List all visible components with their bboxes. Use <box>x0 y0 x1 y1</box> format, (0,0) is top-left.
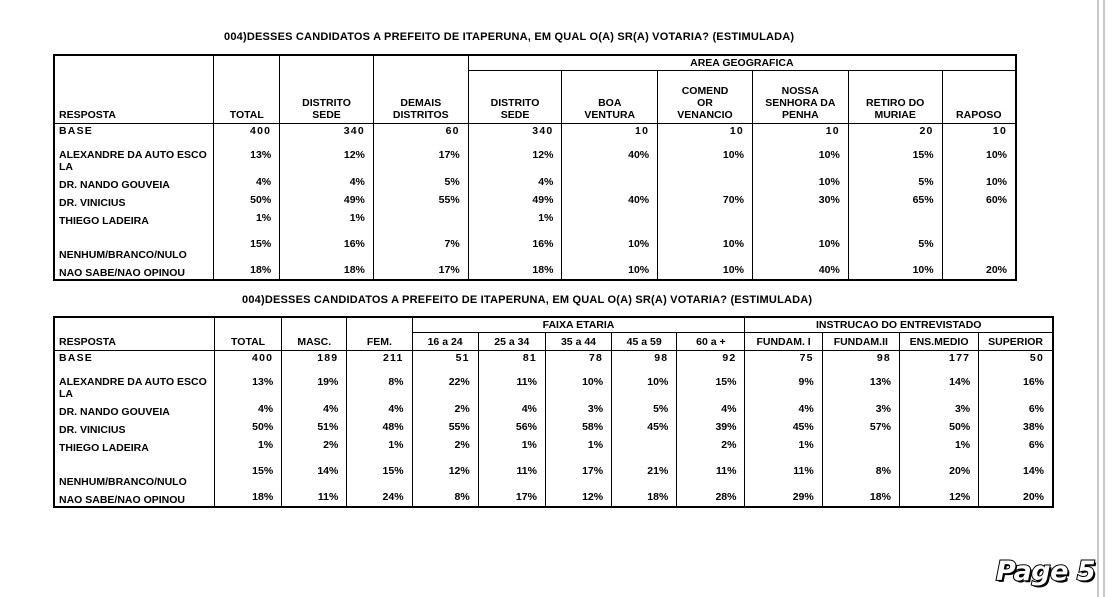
row-label: NAO SABE/NAO OPINOU <box>54 488 214 507</box>
table-cell: 45% <box>745 418 822 436</box>
table-cell: 14% <box>979 454 1053 488</box>
table-cell: 14% <box>282 454 347 488</box>
table-cell: 19% <box>282 364 347 400</box>
table-row <box>54 351 1053 365</box>
header-distrito-sede: DISTRITO SEDE <box>280 55 374 124</box>
table-row <box>54 261 1016 280</box>
table-cell: 4% <box>677 400 745 418</box>
table-cell <box>612 436 677 454</box>
table-cell: 4% <box>468 173 562 191</box>
table-cell <box>373 209 468 227</box>
table-cell <box>658 173 753 191</box>
table-cell: 11% <box>478 364 545 400</box>
row-label: NENHUM/BRANCO/NULO <box>54 454 214 488</box>
table-cell: 18% <box>214 488 281 507</box>
table-cell: 30% <box>752 191 848 209</box>
table-cell: 400 <box>214 351 281 365</box>
table-cell: 10% <box>612 364 677 400</box>
table-cell: 50 <box>979 351 1053 365</box>
header-60-plus: 60 a + <box>677 333 745 351</box>
row-label: DR. VINICIUS <box>54 418 214 436</box>
table-cell: 55% <box>373 191 468 209</box>
table1-title: 004)DESSES CANDIDATOS A PREFEITO DE ITAPERUNA, EM QUAL O(A) SR(A) VOTARIA? (ESTIMULADA) <box>224 31 795 43</box>
table-cell: 1% <box>899 436 978 454</box>
table-cell: 3% <box>822 400 899 418</box>
table-cell: 50% <box>899 418 978 436</box>
table-cell: 11% <box>745 454 822 488</box>
table-cell: 78 <box>545 351 611 365</box>
row-label: DR. NANDO GOUVEIA <box>54 400 214 418</box>
table-cell: 16% <box>468 227 562 261</box>
page-edge-line <box>1097 0 1099 597</box>
row-label: DR. NANDO GOUVEIA <box>54 173 214 191</box>
table-cell: 400 <box>214 124 280 138</box>
table-cell: 340 <box>468 124 562 138</box>
table-row <box>54 191 1016 209</box>
header-35-44: 35 a 44 <box>545 333 611 351</box>
row-label: NAO SABE/NAO OPINOU <box>54 261 214 280</box>
table-cell: 1% <box>545 436 611 454</box>
table-cell: 4% <box>745 400 822 418</box>
table-cell: 12% <box>545 488 611 507</box>
table-cell: 45% <box>612 418 677 436</box>
table-cell: 10% <box>562 261 658 280</box>
table-cell: 2% <box>677 436 745 454</box>
table-cell: 10% <box>658 261 753 280</box>
table-cell: 4% <box>347 400 412 418</box>
table-cell: 1% <box>214 436 281 454</box>
table-cell: 40% <box>562 191 658 209</box>
table-cell: 5% <box>848 227 942 261</box>
table-cell: 15% <box>347 454 412 488</box>
table-cell: 5% <box>848 173 942 191</box>
table-cell: 3% <box>545 400 611 418</box>
table-cell <box>562 173 658 191</box>
table-cell: 10% <box>942 173 1016 191</box>
table-cell <box>752 209 848 227</box>
group-area-geografica: AREA GEOGRAFICA <box>468 55 1016 71</box>
row-label: BASE <box>54 351 214 365</box>
table-cell: 5% <box>612 400 677 418</box>
table-cell: 1% <box>478 436 545 454</box>
table-row <box>54 364 1053 400</box>
table-cell: 2% <box>412 400 478 418</box>
table-cell: 29% <box>745 488 822 507</box>
table-cell: 60 <box>373 124 468 138</box>
table-cell: 17% <box>478 488 545 507</box>
table-cell: 98 <box>822 351 899 365</box>
table-cell: 17% <box>373 261 468 280</box>
table-row <box>54 436 1053 454</box>
table-cell: 17% <box>373 137 468 173</box>
table-cell: 40% <box>752 261 848 280</box>
table-cell: 18% <box>214 261 280 280</box>
table-cell: 16% <box>280 227 374 261</box>
table-cell: 1% <box>280 209 374 227</box>
table-cell: 49% <box>280 191 374 209</box>
table-cell: 56% <box>478 418 545 436</box>
table-cell: 189 <box>282 351 347 365</box>
table-cell: 24% <box>347 488 412 507</box>
header-superior: SUPERIOR <box>979 333 1053 351</box>
header-masc: MASC. <box>282 317 347 351</box>
table-cell: 15% <box>214 227 280 261</box>
table-cell: 10% <box>752 173 848 191</box>
header-total: TOTAL <box>214 55 280 124</box>
header-45-59: 45 a 59 <box>612 333 677 351</box>
table-cell: 16% <box>979 364 1053 400</box>
table-cell: 10% <box>942 137 1016 173</box>
table-cell: 70% <box>658 191 753 209</box>
table-cell: 4% <box>214 400 281 418</box>
table-cell: 8% <box>822 454 899 488</box>
table-cell: 18% <box>822 488 899 507</box>
table-cell: 8% <box>412 488 478 507</box>
table-cell: 51 <box>412 351 478 365</box>
table-row <box>54 137 1016 173</box>
row-label: NENHUM/BRANCO/NULO <box>54 227 214 261</box>
table-row <box>54 227 1016 261</box>
table-cell <box>942 209 1016 227</box>
table-cell: 65% <box>848 191 942 209</box>
table-cell: 2% <box>282 436 347 454</box>
table-cell: 10% <box>562 227 658 261</box>
table-cell: 20% <box>979 488 1053 507</box>
table-row <box>54 488 1053 507</box>
table-cell: 340 <box>280 124 374 138</box>
table-cell: 51% <box>282 418 347 436</box>
group-instrucao: INSTRUCAO DO ENTREVISTADO <box>745 317 1053 333</box>
group-faixa-etaria: FAIXA ETARIA <box>412 317 745 333</box>
header-ens-medio: ENS.MEDIO <box>899 333 978 351</box>
table-cell: 4% <box>280 173 374 191</box>
page-edge-line <box>1103 0 1105 597</box>
table-cell: 13% <box>214 364 281 400</box>
table-cell <box>562 209 658 227</box>
table-cell: 18% <box>280 261 374 280</box>
table-cell: 10 <box>942 124 1016 138</box>
table-cell: 18% <box>612 488 677 507</box>
table-cell: 57% <box>822 418 899 436</box>
header-nossa-senhora-penha: NOSSA SENHORA DA PENHA <box>752 71 848 124</box>
header-retiro-muriae: RETIRO DO MURIAE <box>848 71 942 124</box>
header-resposta: RESPOSTA <box>54 317 214 351</box>
header-resposta: RESPOSTA <box>54 55 214 124</box>
table-cell: 50% <box>214 418 281 436</box>
table-cell: 7% <box>373 227 468 261</box>
table-cell: 10 <box>562 124 658 138</box>
header-comendador-venancio: COMEND OR VENANCIO <box>658 71 753 124</box>
table-cell: 20% <box>899 454 978 488</box>
table-cell: 10% <box>658 137 753 173</box>
table-cell: 9% <box>745 364 822 400</box>
table-cell: 58% <box>545 418 611 436</box>
table-cell: 18% <box>468 261 562 280</box>
table-cell: 39% <box>677 418 745 436</box>
table-cell: 10% <box>545 364 611 400</box>
table-cell: 15% <box>848 137 942 173</box>
table-cell <box>658 209 753 227</box>
results-table-geographic <box>53 54 1017 281</box>
header-25-34: 25 a 34 <box>478 333 545 351</box>
table-cell: 81 <box>478 351 545 365</box>
row-label: THIEGO LADEIRA <box>54 436 214 454</box>
results-table-demographic <box>53 316 1054 508</box>
table-row <box>54 418 1053 436</box>
table-cell: 12% <box>280 137 374 173</box>
table-cell: 10% <box>848 261 942 280</box>
table-cell: 15% <box>677 364 745 400</box>
table-cell: 17% <box>545 454 611 488</box>
table-cell <box>942 227 1016 261</box>
row-label: BASE <box>54 124 214 138</box>
table-cell: 15% <box>214 454 281 488</box>
table-cell: 14% <box>899 364 978 400</box>
table-row <box>54 454 1053 488</box>
table-cell: 55% <box>412 418 478 436</box>
header-area-distrito-sede: DISTRITO SEDE <box>468 71 562 124</box>
table-row <box>54 124 1016 138</box>
header-total: TOTAL <box>214 317 281 351</box>
table-cell: 10% <box>752 227 848 261</box>
row-label: THIEGO LADEIRA <box>54 209 214 227</box>
table-cell: 1% <box>214 209 280 227</box>
table-cell: 5% <box>373 173 468 191</box>
header-demais-distritos: DEMAIS DISTRITOS <box>373 55 468 124</box>
table-cell: 4% <box>214 173 280 191</box>
table-cell: 6% <box>979 400 1053 418</box>
table-cell: 98 <box>612 351 677 365</box>
table-cell: 20% <box>942 261 1016 280</box>
table-cell: 1% <box>468 209 562 227</box>
table-cell: 2% <box>412 436 478 454</box>
table-cell: 211 <box>347 351 412 365</box>
table-cell: 10 <box>658 124 753 138</box>
header-fem: FEM. <box>347 317 412 351</box>
table-cell: 12% <box>412 454 478 488</box>
table-cell: 6% <box>979 436 1053 454</box>
table-cell: 40% <box>562 137 658 173</box>
table-cell: 21% <box>612 454 677 488</box>
table-cell: 12% <box>468 137 562 173</box>
table-cell: 11% <box>282 488 347 507</box>
table-cell: 13% <box>214 137 280 173</box>
table-cell: 4% <box>282 400 347 418</box>
header-boa-ventura: BOA VENTURA <box>562 71 658 124</box>
table-cell: 1% <box>745 436 822 454</box>
table-cell: 10 <box>752 124 848 138</box>
table-cell <box>848 209 942 227</box>
table-cell: 48% <box>347 418 412 436</box>
table-cell: 60% <box>942 191 1016 209</box>
table-row <box>54 209 1016 227</box>
table-cell: 11% <box>478 454 545 488</box>
table-cell: 20 <box>848 124 942 138</box>
table-cell: 1% <box>347 436 412 454</box>
row-label: ALEXANDRE DA AUTO ESCOLA <box>54 137 214 173</box>
page-number-badge: Page 5 <box>996 556 1096 587</box>
table-cell: 11% <box>677 454 745 488</box>
table-cell: 28% <box>677 488 745 507</box>
table-cell: 13% <box>822 364 899 400</box>
table-cell: 10% <box>752 137 848 173</box>
table-cell: 22% <box>412 364 478 400</box>
table-row <box>54 400 1053 418</box>
header-16-24: 16 a 24 <box>412 333 478 351</box>
table-cell: 75 <box>745 351 822 365</box>
header-fundam-1: FUNDAM. I <box>745 333 822 351</box>
row-label: ALEXANDRE DA AUTO ESCOLA <box>54 364 214 400</box>
table-cell: 177 <box>899 351 978 365</box>
table-cell: 3% <box>899 400 978 418</box>
table-cell: 10% <box>658 227 753 261</box>
table-row <box>54 173 1016 191</box>
table-cell: 4% <box>478 400 545 418</box>
table-cell: 92 <box>677 351 745 365</box>
table-cell: 49% <box>468 191 562 209</box>
header-fundam-2: FUNDAM.II <box>822 333 899 351</box>
table-cell: 12% <box>899 488 978 507</box>
table-cell: 50% <box>214 191 280 209</box>
row-label: DR. VINICIUS <box>54 191 214 209</box>
table-cell: 38% <box>979 418 1053 436</box>
table2-title: 004)DESSES CANDIDATOS A PREFEITO DE ITAPERUNA, EM QUAL O(A) SR(A) VOTARIA? (ESTIMULADA) <box>242 294 813 306</box>
header-raposo: RAPOSO <box>942 71 1016 124</box>
table-cell <box>822 436 899 454</box>
table-cell: 8% <box>347 364 412 400</box>
